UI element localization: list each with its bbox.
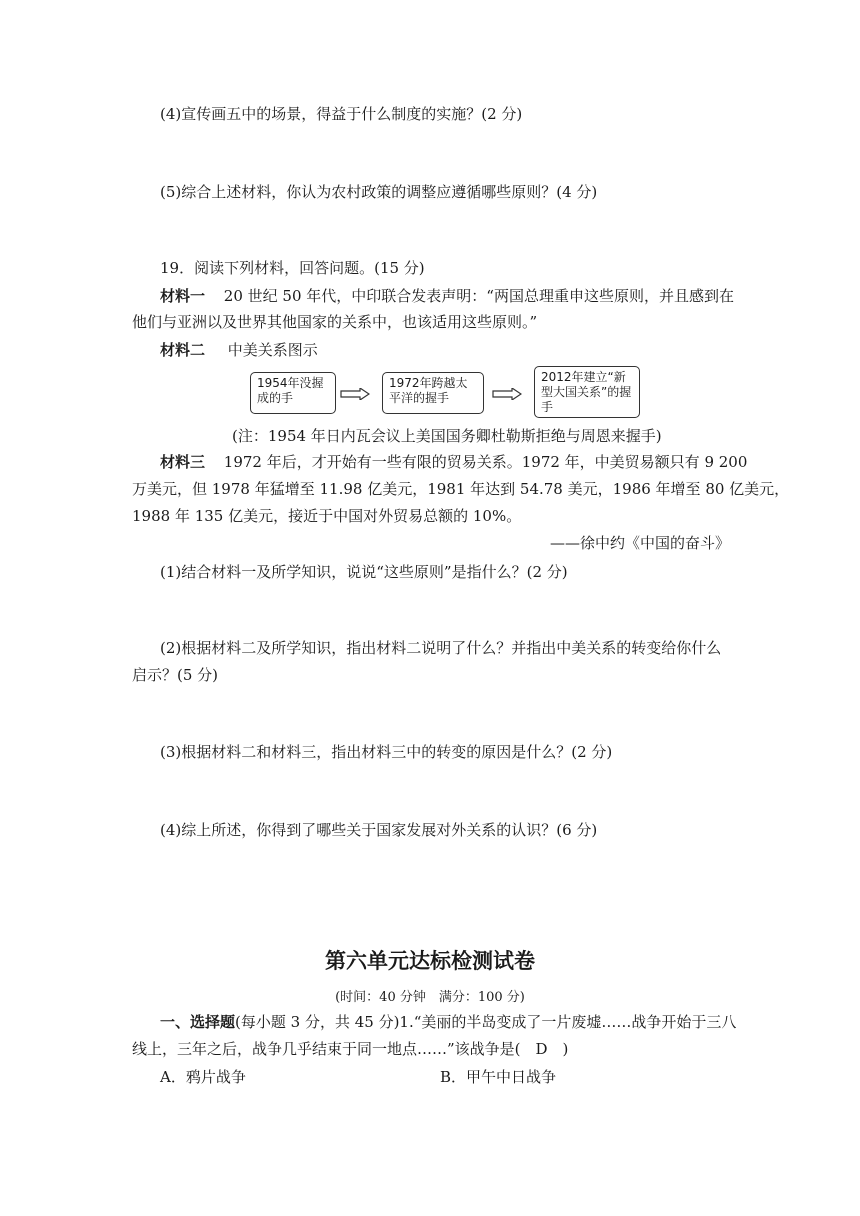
material-2-label: 材料二 — [160, 341, 206, 359]
material-3-source: ——徐中约《中国的奋斗》 — [550, 534, 731, 552]
sub-question-1: (1)结合材料一及所学知识，说说“这些原则”是指什么？(2 分) — [160, 563, 568, 581]
sub-question-2-line-1: (2)根据材料二及所学知识，指出材料二说明了什么？并指出中美关系的转变给你什么 — [160, 639, 722, 657]
material-1-label: 材料一 — [160, 287, 206, 305]
material-1-line-1 — [160, 286, 734, 306]
china-us-relations-diagram — [250, 366, 650, 422]
material-3-label: 材料三 — [160, 453, 206, 471]
material-3-line-1 — [160, 452, 747, 472]
question-5-text: (5)综合上述材料，你认为农村政策的调整应遵循哪些原则？(4 分) — [160, 183, 598, 201]
unit-6-meta: (时间：40 分钟 满分：100 分) — [335, 990, 525, 1005]
material-2-title: 中美关系图示 — [227, 341, 318, 359]
section-1-line-1 — [160, 1012, 736, 1032]
material-2-line — [160, 340, 318, 360]
flow-box-2012: 2012年建立“新型大国关系”的握手 — [534, 366, 640, 418]
material-2-note: (注：1954 年日内瓦会议上美国国务卿杜勒斯拒绝与周恩来握手) — [232, 427, 662, 445]
section-1-label: 一、选择题 — [160, 1013, 236, 1031]
material-3-line-3: 1988 年 135 亿美元，接近于中国对外贸易总额的 10%。 — [132, 507, 522, 525]
material-3-text: 1972 年后，才开始有一些有限的贸易关系。1972 年，中美贸易额只有 9 200 — [223, 453, 748, 471]
section-1-intro: (每小题 3 分，共 45 分)1.“美丽的半岛变成了一片废墟……战争开始于三八 — [235, 1013, 737, 1031]
arrow-right-icon — [340, 388, 370, 400]
flow-box-1972: 1972年跨越太平洋的握手 — [382, 372, 484, 414]
sub-question-2-line-2: 启示？(5 分) — [132, 666, 219, 684]
material-1-line-2: 他们与亚洲以及世界其他国家的关系中，也该适用这些原则。” — [132, 313, 538, 331]
sub-question-3: (3)根据材料二和材料三，指出材料三中的转变的原因是什么？(2 分) — [160, 743, 613, 761]
material-3-line-2: 万美元，但 1978 年猛增至 11.98 亿美元，1981 年达到 54.78 美元，1986 年增至 80 亿美元， — [132, 480, 790, 498]
option-a: A．鸦片战争 — [160, 1068, 246, 1086]
sub-question-4: (4)综上所述，你得到了哪些关于国家发展对外关系的认识？(6 分) — [160, 821, 598, 839]
option-b: B．甲午中日战争 — [440, 1068, 557, 1086]
question-4-text: (4)宣传画五中的场景，得益于什么制度的实施？(2 分) — [160, 105, 523, 123]
question-19-heading: 19．阅读下列材料，回答问题。(15 分) — [160, 259, 425, 277]
section-1-line-2: 线上，三年之后，战争几乎结束于同一地点……”该战争是( D ) — [132, 1040, 569, 1058]
unit-6-title: 第六单元达标检测试卷 — [325, 949, 535, 973]
arrow-right-icon — [492, 388, 522, 400]
flow-box-1954: 1954年没握成的手 — [250, 372, 336, 414]
material-1-text: 20 世纪 50 年代，中印联合发表声明：“两国总理重申这些原则，并且感到在 — [223, 287, 734, 305]
